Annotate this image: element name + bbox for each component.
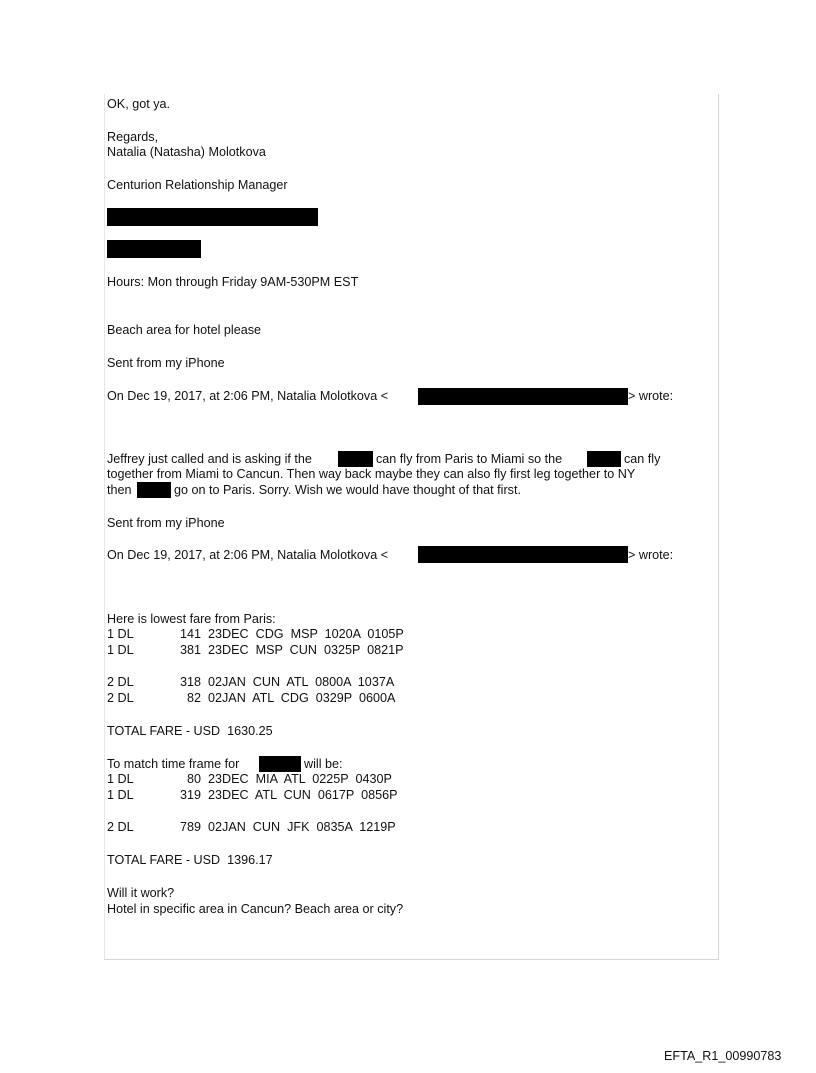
flight-leg: 2 DL xyxy=(107,820,134,834)
redaction-bar xyxy=(587,451,621,467)
flight-leg: 1 DL xyxy=(107,772,134,786)
flight-row xyxy=(107,691,396,706)
redaction-bar xyxy=(259,756,301,772)
message-line-1b: can fly from Paris to Miami so the xyxy=(376,452,563,466)
paris-intro: Here is lowest fare from Paris: xyxy=(107,612,276,626)
redaction-bar xyxy=(338,451,373,467)
sent-from-line: Sent from my iPhone xyxy=(107,356,225,370)
redaction-bar xyxy=(137,482,171,498)
message-line-3a: then xyxy=(107,483,132,497)
quote-header-end: > wrote: xyxy=(628,389,674,403)
flight-leg: 1 DL xyxy=(107,627,134,641)
match-total: TOTAL FARE - USD 1396.17 xyxy=(107,853,273,867)
paris-total: TOTAL FARE - USD 1630.25 xyxy=(107,724,273,738)
message-line-3b: go on to Paris. Sorry. Wish we would have thought of that first. xyxy=(174,483,521,497)
redaction-bar xyxy=(418,546,628,563)
quote-header-start: On Dec 19, 2017, at 2:06 PM, Natalia Molotkova < xyxy=(107,389,389,403)
flight-detail: 319 23DEC ATL CUN 0617P 0856P xyxy=(180,788,398,802)
flight-row xyxy=(107,643,404,658)
question-line: Will it work? xyxy=(107,886,175,900)
greeting-line: OK, got ya. xyxy=(107,97,170,111)
flight-row xyxy=(107,675,395,690)
redaction-bar xyxy=(418,388,628,405)
beach-request-line: Beach area for hotel please xyxy=(107,323,262,337)
flight-detail: 80 23DEC MIA ATL 0225P 0430P xyxy=(187,772,392,786)
match-intro-start: To match time frame for xyxy=(107,757,240,771)
quote-header-start: On Dec 19, 2017, at 2:06 PM, Natalia Molotkova < xyxy=(107,548,389,562)
redaction-bar xyxy=(107,240,201,258)
question-line: Hotel in specific area in Cancun? Beach area or city? xyxy=(107,902,404,916)
hours-line: Hours: Mon through Friday 9AM-530PM EST xyxy=(107,275,359,289)
flight-row xyxy=(107,820,396,835)
flight-row xyxy=(107,788,398,803)
flight-row xyxy=(107,772,392,787)
flight-leg: 1 DL xyxy=(107,788,134,802)
sender-name: Natalia (Natasha) Molotkova xyxy=(107,145,266,159)
flight-leg: 1 DL xyxy=(107,643,134,657)
flight-leg: 2 DL xyxy=(107,675,134,689)
flight-detail: 789 02JAN CUN JFK 0835A 1219P xyxy=(180,820,396,834)
sender-title: Centurion Relationship Manager xyxy=(107,178,288,192)
message-line-1a: Jeffrey just called and is asking if the xyxy=(107,452,312,466)
flight-detail: 141 23DEC CDG MSP 1020A 0105P xyxy=(180,627,404,641)
flight-detail: 318 02JAN CUN ATL 0800A 1037A xyxy=(180,675,395,689)
quote-header-end: > wrote: xyxy=(628,548,674,562)
message-line-1c: can fly xyxy=(624,452,661,466)
flight-detail: 82 02JAN ATL CDG 0329P 0600A xyxy=(187,691,396,705)
redaction-bar xyxy=(107,208,318,226)
flight-leg: 2 DL xyxy=(107,691,134,705)
regards-line: Regards, xyxy=(107,130,159,144)
flight-row xyxy=(107,627,404,642)
sent-from-line: Sent from my iPhone xyxy=(107,516,225,530)
match-intro-end: will be: xyxy=(304,757,343,771)
document-id: EFTA_R1_00990783 xyxy=(664,1049,782,1063)
flight-detail: 381 23DEC MSP CUN 0325P 0821P xyxy=(180,643,404,657)
message-line-2: together from Miami to Cancun. Then way back maybe they can also fly first leg together to NY xyxy=(107,467,636,481)
